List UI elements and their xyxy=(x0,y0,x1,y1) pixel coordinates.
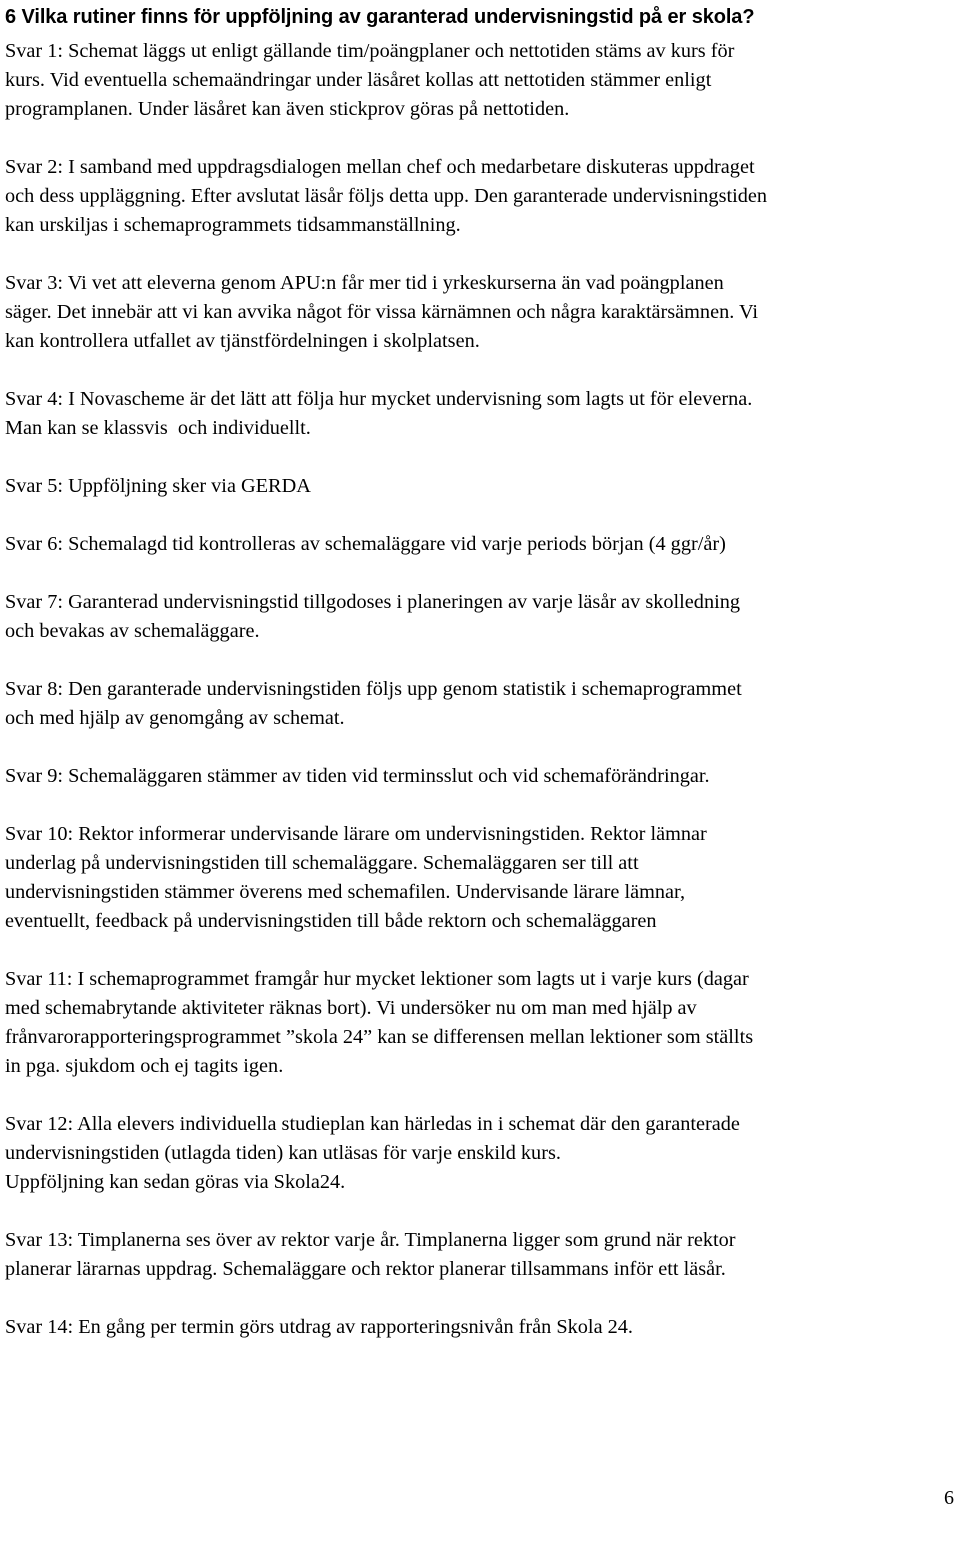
answer-line: med schemabrytande aktiviteter räknas bort). Vi undersöker nu om man med hjälp av xyxy=(5,997,697,1019)
answer-line: Uppföljning kan sedan göras via Skola24. xyxy=(5,1171,346,1193)
answer-line: undervisningstiden (utlagda tiden) kan utläsas för varje enskild kurs. xyxy=(5,1142,561,1164)
answer-paragraph xyxy=(5,269,955,356)
answer-line: kan kontrollera utfallet av tjänstfördelningen i skolplatsen. xyxy=(5,330,480,352)
answer-line: Svar 4: I Novascheme är det lätt att följa hur mycket undervisning som lagts ut för eleverna. xyxy=(5,388,753,410)
answer-line: Svar 14: En gång per termin görs utdrag av rapporteringsnivån från Skola 24. xyxy=(5,1316,633,1338)
page-number: 6 xyxy=(944,1487,954,1509)
answer-paragraph xyxy=(5,472,955,501)
answer-paragraph xyxy=(5,530,955,559)
answer-paragraph xyxy=(5,153,955,240)
answer-line: Svar 8: Den garanterade undervisningstiden följs upp genom statistik i schemaprogrammet xyxy=(5,678,742,700)
answer-line: Man kan se klassvis och individuellt. xyxy=(5,417,311,439)
answer-line: och dess uppläggning. Efter avslutat läsår följs detta upp. Den garanterade undervisningstiden xyxy=(5,185,768,207)
answer-line: och med hjälp av genomgång av schemat. xyxy=(5,707,345,729)
answer-paragraph xyxy=(5,820,955,936)
answer-line: programplanen. Under läsåret kan även stickprov göras på nettotiden. xyxy=(5,98,570,120)
answer-paragraph xyxy=(5,37,955,124)
answer-paragraph xyxy=(5,1110,955,1197)
answer-line: Svar 12: Alla elevers individuella studieplan kan härledas in i schemat där den garanterade xyxy=(5,1113,740,1135)
answer-line: Svar 6: Schemalagd tid kontrolleras av schemaläggare vid varje periods början (4 ggr/år) xyxy=(5,533,726,555)
answer-line: planerar lärarnas uppdrag. Schemaläggare och rektor planerar tillsammans inför ett läsår. xyxy=(5,1258,726,1280)
answer-paragraph xyxy=(5,385,955,443)
answer-paragraph xyxy=(5,675,955,733)
answer-line: undervisningstiden stämmer överens med schemafilen. Undervisande lärare lämnar, xyxy=(5,881,686,903)
answer-line: Svar 1: Schemat läggs ut enligt gällande tim/poängplaner och nettotiden stäms av kurs för xyxy=(5,40,735,62)
answer-line: Svar 3: Vi vet att eleverna genom APU:n får mer tid i yrkeskurserna än vad poängplanen xyxy=(5,272,724,294)
answer-line: Svar 2: I samband med uppdragsdialogen mellan chef och medarbetare diskuteras uppdraget xyxy=(5,156,755,178)
question-heading: 6 Vilka rutiner finns för uppföljning av garanterad undervisningstid på er skola? xyxy=(5,6,755,28)
answer-paragraph xyxy=(5,588,955,646)
answer-line: Svar 10: Rektor informerar undervisande lärare om undervisningstiden. Rektor lämnar xyxy=(5,823,707,845)
answer-line: Svar 9: Schemaläggaren stämmer av tiden vid terminsslut och vid schemaförändringar. xyxy=(5,765,710,787)
answer-line: underlag på undervisningstiden till schemaläggare. Schemaläggaren ser till att xyxy=(5,852,639,874)
answer-line: Svar 7: Garanterad undervisningstid tillgodoses i planeringen av varje läsår av skolledning xyxy=(5,591,741,613)
answer-paragraph xyxy=(5,1313,955,1342)
answer-line: Svar 5: Uppföljning sker via GERDA xyxy=(5,475,311,497)
answer-line: kurs. Vid eventuella schemaändringar under läsåret kollas att nettotiden stämmer enligt xyxy=(5,69,712,91)
answer-list xyxy=(5,37,955,1342)
answer-line: säger. Det innebär att vi kan avvika något för vissa kärnämnen och några karaktärsämnen. Vi xyxy=(5,301,759,323)
answer-line: eventuellt, feedback på undervisningstiden till både rektorn och schemaläggaren xyxy=(5,910,657,932)
answer-line: Svar 11: I schemaprogrammet framgår hur mycket lektioner som lagts ut i varje kurs (dagar xyxy=(5,968,749,990)
answer-line: in pga. sjukdom och ej tagits igen. xyxy=(5,1055,284,1077)
answer-line: och bevakas av schemaläggare. xyxy=(5,620,260,642)
answer-line: frånvarorapporteringsprogrammet ”skola 24” kan se differensen mellan lektioner som ställts xyxy=(5,1026,754,1048)
answer-paragraph xyxy=(5,965,955,1081)
answer-line: Svar 13: Timplanerna ses över av rektor varje år. Timplanerna ligger som grund när rektor xyxy=(5,1229,736,1251)
answer-paragraph xyxy=(5,762,955,791)
answer-line: kan urskiljas i schemaprogrammets tidsammanställning. xyxy=(5,214,461,236)
answer-paragraph xyxy=(5,1226,955,1284)
document-page xyxy=(5,0,955,1371)
